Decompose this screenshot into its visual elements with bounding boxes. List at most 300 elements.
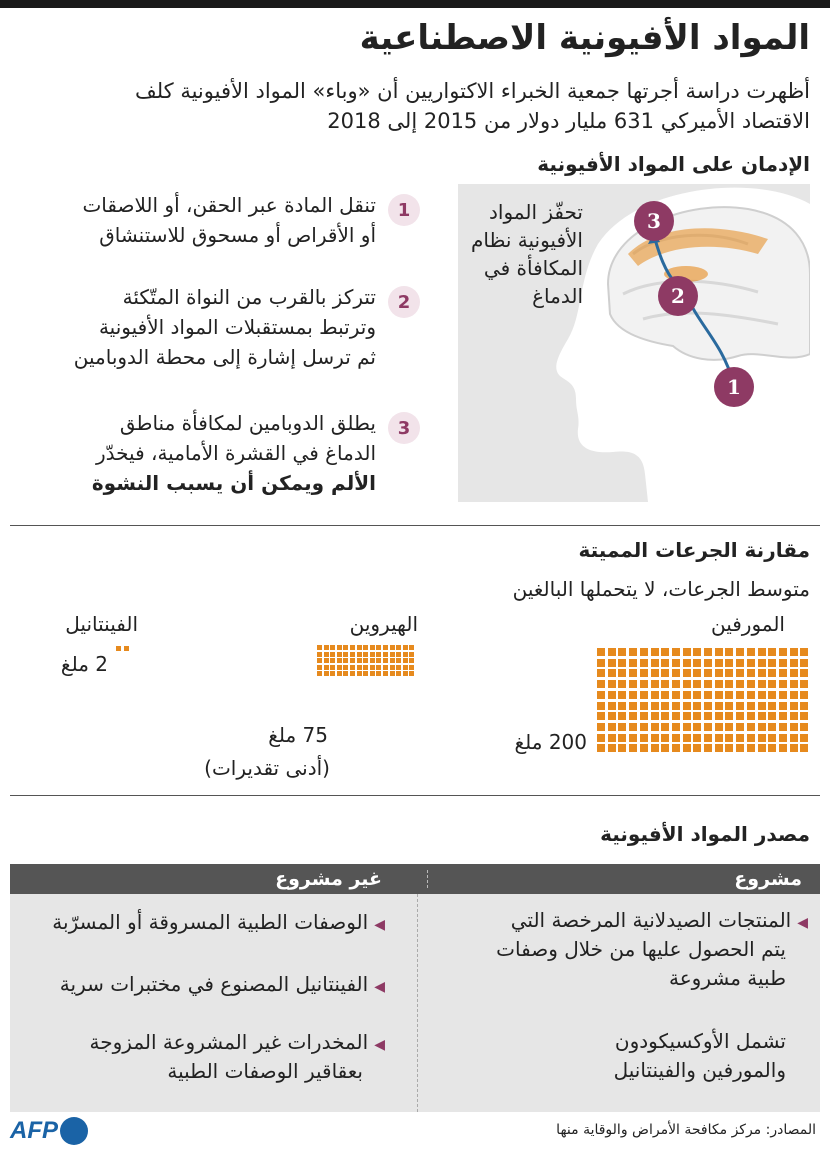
step-line: الدماغ في القشرة الأمامية، فيخدّر (95, 441, 376, 465)
dose-unit (683, 691, 691, 699)
dose-unit (736, 712, 744, 720)
dose-unit (736, 648, 744, 656)
dose-unit (790, 659, 798, 667)
dose-unit (618, 648, 626, 656)
dose-unit (640, 691, 648, 699)
dose-unit (747, 734, 755, 742)
dose-unit (651, 669, 659, 677)
dose-unit (363, 645, 368, 650)
dose-unit (390, 645, 395, 650)
dose-unit (383, 671, 388, 676)
dose-unit (800, 648, 808, 656)
legal-note-line: والمورفين والفينتانيل (613, 1058, 786, 1082)
dose-unit (376, 645, 381, 650)
dose-unit (736, 659, 744, 667)
dose-unit (597, 744, 605, 752)
brain-caption: تحفّز المواد الأفيونية نظام المكافأة في الدماغ (470, 200, 583, 308)
dose-unit (768, 648, 776, 656)
dose-unit (672, 734, 680, 742)
dose-unit (683, 659, 691, 667)
dose-unit (409, 665, 414, 670)
dose-unit (363, 652, 368, 657)
dose-unit (790, 744, 798, 752)
dose-unit (629, 659, 637, 667)
dose-unit (725, 648, 733, 656)
dose-unit (768, 734, 776, 742)
morphine-dose-grid (597, 648, 811, 750)
bullet-icon: ◀ (374, 1037, 385, 1053)
dose-unit (758, 723, 766, 731)
dose-unit (350, 658, 355, 663)
dose-unit (330, 671, 335, 676)
dose-unit (693, 680, 701, 688)
fentanyl-dose: 2 ملغ (60, 652, 108, 676)
dose-unit (704, 712, 712, 720)
dose-unit (672, 680, 680, 688)
dose-unit (758, 648, 766, 656)
dose-unit (383, 652, 388, 657)
dose-unit (693, 723, 701, 731)
dose-unit (608, 691, 616, 699)
dose-unit (608, 680, 616, 688)
dose-unit (608, 712, 616, 720)
dose-unit (693, 702, 701, 710)
dose-unit (324, 645, 329, 650)
dose-unit (124, 646, 129, 651)
dose-unit (725, 669, 733, 677)
dose-unit (396, 652, 401, 657)
dose-unit (758, 691, 766, 699)
dose-unit (396, 645, 401, 650)
dose-unit (800, 734, 808, 742)
illegal-item-line: الفينتانيل المصنوع في مختبرات سرية (59, 972, 369, 996)
dose-unit (363, 658, 368, 663)
dose-unit (629, 712, 637, 720)
marker-2-label: 2 (671, 284, 685, 308)
dose-unit (640, 744, 648, 752)
dose-unit (350, 645, 355, 650)
dose-unit (608, 702, 616, 710)
fentanyl-dose-grid (116, 646, 136, 654)
dose-unit (672, 723, 680, 731)
header-separator (427, 870, 428, 888)
section-divider (10, 525, 820, 526)
dose-unit (618, 712, 626, 720)
dose-unit (597, 669, 605, 677)
dose-unit (363, 671, 368, 676)
illegal-item (10, 1028, 385, 1086)
dose-unit (736, 734, 744, 742)
dose-unit (343, 652, 348, 657)
dose-unit (693, 744, 701, 752)
dose-unit (403, 652, 408, 657)
step-3 (28, 408, 420, 498)
dose-unit (370, 645, 375, 650)
afp-logo (10, 1117, 88, 1145)
dose-unit (779, 723, 787, 731)
dose-unit (672, 744, 680, 752)
dose-unit (779, 744, 787, 752)
dose-unit (672, 712, 680, 720)
dose-unit (330, 652, 335, 657)
dose-unit (747, 669, 755, 677)
dose-unit (758, 744, 766, 752)
dose-unit (608, 734, 616, 742)
legal-item-line: طبية مشروعة (669, 966, 786, 990)
dose-unit (693, 712, 701, 720)
dose-unit (693, 659, 701, 667)
dose-unit (390, 652, 395, 657)
dose-unit (390, 671, 395, 676)
dose-unit (768, 669, 776, 677)
dose-unit (790, 712, 798, 720)
dose-unit (629, 734, 637, 742)
dose-unit (672, 702, 680, 710)
dose-unit (640, 669, 648, 677)
dose-unit (704, 680, 712, 688)
dose-unit (597, 659, 605, 667)
column-separator (417, 894, 418, 1112)
legal-header: مشروع (734, 868, 802, 890)
dose-unit (317, 658, 322, 663)
dose-unit (715, 723, 723, 731)
dose-unit (768, 723, 776, 731)
sources-note: المصادر: مركز مكافحة الأمراض والوقاية منها (556, 1122, 816, 1138)
dose-unit (800, 723, 808, 731)
dose-unit (758, 734, 766, 742)
dose-unit (661, 659, 669, 667)
dose-unit (736, 702, 744, 710)
dose-unit (383, 645, 388, 650)
step-line-bold: الألم ويمكن أن يسبب النشوة (91, 471, 376, 495)
dose-unit (363, 665, 368, 670)
page-title: المواد الأفيونية الاصطناعية (359, 18, 810, 58)
dose-unit (629, 669, 637, 677)
step-line: تنقل المادة عبر الحقن، أو اللاصقات (82, 193, 376, 217)
dose-unit (800, 744, 808, 752)
dose-unit (343, 658, 348, 663)
dose-unit (343, 645, 348, 650)
dose-unit (337, 645, 342, 650)
dose-unit (661, 744, 669, 752)
dose-unit (725, 712, 733, 720)
dose-unit (376, 658, 381, 663)
step-line: ثم ترسل إشارة إلى محطة الدوبامين (73, 345, 376, 369)
dose-unit (640, 712, 648, 720)
dose-unit (343, 665, 348, 670)
dose-unit (790, 648, 798, 656)
dose-unit (357, 645, 362, 650)
dose-unit (651, 723, 659, 731)
step-line: وترتبط بمستقبلات المواد الأفيونية (98, 315, 376, 339)
dose-unit (597, 680, 605, 688)
dose-unit (324, 658, 329, 663)
dose-unit (597, 691, 605, 699)
dose-unit (597, 734, 605, 742)
dose-unit (715, 702, 723, 710)
dose-unit (790, 680, 798, 688)
dose-unit (693, 669, 701, 677)
dose-unit (779, 648, 787, 656)
dose-unit (651, 734, 659, 742)
dose-unit (640, 723, 648, 731)
dose-unit (715, 680, 723, 688)
dose-unit (629, 723, 637, 731)
dose-unit (370, 652, 375, 657)
dose-unit (409, 652, 414, 657)
dose-unit (396, 658, 401, 663)
dose-unit (376, 652, 381, 657)
dose-unit (330, 665, 335, 670)
comparison-title: مقارنة الجرعات المميتة (578, 538, 810, 562)
legal-item-line: يتم الحصول عليها من خلال وصفات (496, 937, 786, 961)
dose-unit (409, 671, 414, 676)
dose-unit (790, 669, 798, 677)
dose-unit (618, 702, 626, 710)
dose-unit (618, 680, 626, 688)
dose-unit (350, 652, 355, 657)
marker-1-label: 1 (727, 375, 741, 399)
legal-item-line: المنتجات الصيدلانية المرخصة التي (510, 908, 792, 932)
drug-heroin-name: الهيروين (349, 612, 418, 636)
dose-unit (704, 691, 712, 699)
dose-unit (790, 723, 798, 731)
dose-unit (330, 658, 335, 663)
step-number: 3 (388, 412, 420, 444)
step-line: تتركز بالقرب من النواة المتّكئة (122, 285, 376, 309)
dose-unit (747, 648, 755, 656)
dose-unit (715, 734, 723, 742)
dose-unit (330, 645, 335, 650)
dose-unit (661, 680, 669, 688)
legal-note (426, 1027, 786, 1085)
dose-unit (337, 652, 342, 657)
dose-unit (693, 734, 701, 742)
dose-unit (683, 702, 691, 710)
dose-unit (640, 680, 648, 688)
dose-unit (779, 691, 787, 699)
bullet-icon: ◀ (797, 915, 808, 931)
illegal-header: غير مشروع (275, 868, 382, 890)
dose-unit (651, 744, 659, 752)
dose-unit (396, 665, 401, 670)
dose-unit (390, 665, 395, 670)
dose-unit (409, 658, 414, 663)
step-number: 2 (388, 286, 420, 318)
heroin-dose: 75 ملغ (268, 723, 328, 747)
dose-unit (640, 702, 648, 710)
dose-unit (317, 671, 322, 676)
dose-unit (597, 723, 605, 731)
dose-unit (768, 702, 776, 710)
dose-unit (640, 734, 648, 742)
dose-unit (704, 744, 712, 752)
top-bar (0, 0, 830, 8)
dose-unit (779, 734, 787, 742)
dose-unit (403, 645, 408, 650)
dose-unit (704, 723, 712, 731)
dose-unit (715, 712, 723, 720)
step-line: يطلق الدوبامين لمكافأة مناطق (119, 411, 376, 435)
dose-unit (747, 659, 755, 667)
legal-note-line: تشمل الأوكسيكودون (614, 1029, 786, 1053)
dose-unit (317, 652, 322, 657)
dose-unit (608, 669, 616, 677)
dose-unit (640, 648, 648, 656)
dose-unit (715, 691, 723, 699)
dose-unit (693, 648, 701, 656)
dose-unit (357, 665, 362, 670)
dose-unit (704, 734, 712, 742)
dose-unit (736, 680, 744, 688)
illegal-item (10, 908, 385, 937)
dose-unit (376, 671, 381, 676)
dose-unit (661, 669, 669, 677)
dose-unit (337, 658, 342, 663)
drug-morphine-name: المورفين (710, 612, 785, 636)
dose-unit (758, 712, 766, 720)
dose-unit (640, 659, 648, 667)
dose-unit (370, 658, 375, 663)
dose-unit (597, 648, 605, 656)
dose-unit (618, 691, 626, 699)
dose-unit (747, 691, 755, 699)
step-2 (28, 282, 420, 372)
dose-unit (779, 669, 787, 677)
drug-fentanyl-name: الفينتانيل (65, 612, 138, 636)
step-number: 1 (388, 194, 420, 226)
dose-unit (779, 702, 787, 710)
dose-unit (747, 680, 755, 688)
dose-unit (725, 659, 733, 667)
heroin-dose-grid (317, 645, 417, 715)
intro-line-1: أظهرت دراسة أجرتها جمعية الخبراء الاكتواريين أن «وباء» المواد الأفيونية كلف (134, 79, 810, 103)
dose-unit (409, 645, 414, 650)
intro-text (20, 76, 810, 137)
dose-unit (651, 691, 659, 699)
dose-unit (672, 648, 680, 656)
dose-unit (343, 671, 348, 676)
dose-unit (790, 702, 798, 710)
comparison-subtitle: متوسط الجرعات، لا يتحملها البالغين (512, 577, 810, 601)
dose-unit (370, 665, 375, 670)
step-text (74, 282, 376, 372)
dose-unit (715, 669, 723, 677)
dose-unit (337, 671, 342, 676)
dose-unit (390, 658, 395, 663)
dose-unit (683, 669, 691, 677)
legal-item (428, 906, 808, 993)
dose-unit (357, 652, 362, 657)
dose-unit (758, 680, 766, 688)
bullet-icon: ◀ (374, 917, 385, 933)
dose-unit (800, 691, 808, 699)
dose-unit (736, 744, 744, 752)
dose-unit (370, 671, 375, 676)
source-title: مصدر المواد الأفيونية (600, 822, 810, 846)
dose-unit (693, 691, 701, 699)
dose-unit (736, 691, 744, 699)
dose-unit (403, 658, 408, 663)
dose-unit (683, 712, 691, 720)
dose-unit (800, 659, 808, 667)
illegal-item (10, 970, 385, 999)
dose-unit (747, 702, 755, 710)
dose-unit (608, 659, 616, 667)
addiction-title: الإدمان على المواد الأفيونية (537, 152, 810, 176)
dose-unit (747, 712, 755, 720)
dose-unit (629, 648, 637, 656)
dose-unit (736, 723, 744, 731)
dose-unit (715, 744, 723, 752)
afp-logo-text: AFP (10, 1117, 58, 1144)
dose-unit (337, 665, 342, 670)
section-divider (10, 795, 820, 796)
dose-unit (618, 669, 626, 677)
dose-unit (715, 659, 723, 667)
step-text (92, 408, 376, 498)
dose-unit (350, 671, 355, 676)
dose-unit (800, 712, 808, 720)
dose-unit (768, 659, 776, 667)
dose-unit (629, 744, 637, 752)
source-table-header (10, 864, 820, 894)
dose-unit (768, 744, 776, 752)
dose-unit (779, 659, 787, 667)
intro-line-2: الاقتصاد الأميركي 631 مليار دولار من 2015 إلى 2018 (327, 109, 810, 134)
dose-unit (768, 680, 776, 688)
dose-unit (608, 648, 616, 656)
illegal-item-line: بعقاقير الوصفات الطبية (167, 1059, 363, 1083)
dose-unit (683, 723, 691, 731)
dose-unit (317, 645, 322, 650)
dose-unit (758, 659, 766, 667)
morphine-dose: 200 ملغ (514, 730, 587, 754)
dose-unit (683, 648, 691, 656)
step-1 (28, 190, 420, 250)
dose-unit (651, 712, 659, 720)
dose-unit (736, 669, 744, 677)
illegal-item-line: الوصفات الطبية المسروقة أو المسرّبة (52, 910, 369, 934)
dose-unit (597, 702, 605, 710)
dose-unit (725, 734, 733, 742)
dose-unit (376, 665, 381, 670)
dose-unit (403, 665, 408, 670)
dose-unit (800, 702, 808, 710)
dose-unit (779, 712, 787, 720)
dose-unit (629, 702, 637, 710)
dose-unit (629, 680, 637, 688)
dose-unit (790, 734, 798, 742)
dose-unit (651, 680, 659, 688)
dose-unit (725, 691, 733, 699)
dose-unit (672, 691, 680, 699)
dose-unit (725, 702, 733, 710)
dose-unit (608, 723, 616, 731)
dose-unit (683, 734, 691, 742)
dose-unit (790, 691, 798, 699)
dose-unit (116, 646, 121, 651)
dose-unit (661, 702, 669, 710)
dose-unit (357, 658, 362, 663)
afp-logo-dot (60, 1117, 88, 1145)
dose-unit (683, 744, 691, 752)
dose-unit (725, 723, 733, 731)
dose-unit (725, 680, 733, 688)
dose-unit (715, 648, 723, 656)
dose-unit (661, 734, 669, 742)
dose-unit (383, 665, 388, 670)
